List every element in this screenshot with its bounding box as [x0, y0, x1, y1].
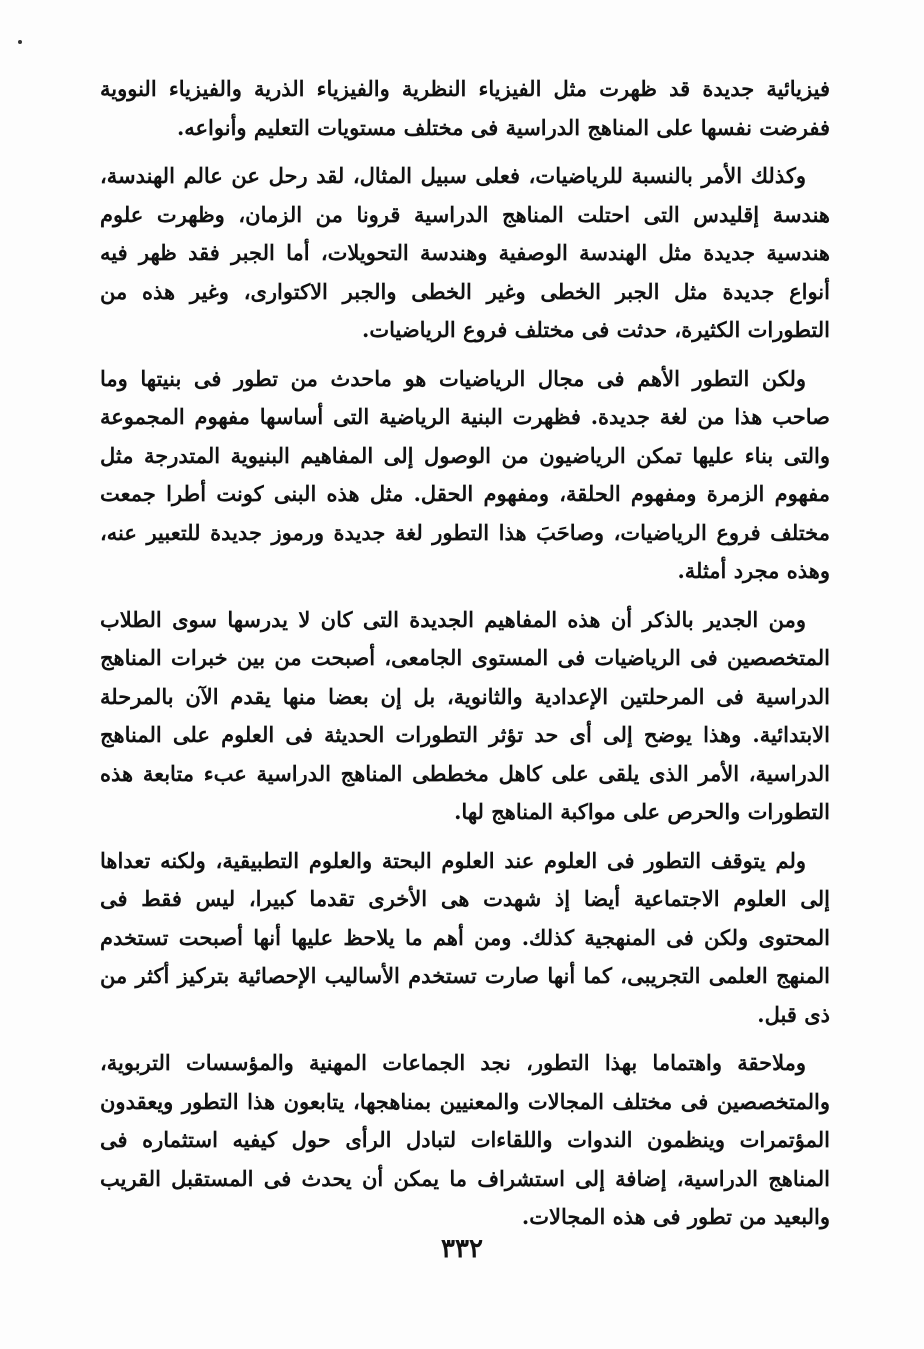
paragraph-following-development: وملاحقة واهتماما بهذا التطور، نجد الجماعات المهنية والمؤسسات التربوية، والمتخصصين فى مختلف المجالات والمعنيين بمناهجها، يتابعون هذا التطور ويعقدون المؤتمرات وينظمون الندوات واللقاءات لتبادل الرأى حول كيفيه استثماره فى المناهج الدراسية، إضافة إلى استشراف ما يمكن أن يحدث فى المستقبل القريب والبعيد من تطور فى هذه المجالات.: [100, 1050, 830, 1229]
paragraph-social-sciences: ولم يتوقف التطور فى العلوم عند العلوم البحتة والعلوم التطبيقية، ولكنه تعداها إلى العلوم الاجتماعية أيضا إذ شهدت هى الأخرى تقدما كبيرا، ليس فقط فى المحتوى ولكن فى المنهجية كذلك. ومن أهم ما يلاحظ عليها أنها أصبحت تستخدم المنهج العلمى التجريبى، كما أنها صارت تستخدم الأساليب الإحصائية بتركيز أكثر من ذى قبل.: [100, 847, 830, 1027]
scan-speck: [18, 40, 22, 44]
paragraph-new-concepts: ومن الجدير بالذكر أن هذه المفاهيم الجديدة التى كان لا يدرسها سوى الطلاب المتخصصين فى الرياضيات فى المستوى الجامعى، أصبحت من بين خبرات المناهج الدراسية فى المرحلتين الإعدادية والثانوية، بل إن بعضا منها يقدم الآن بالمرحلة الابتدائية. وهذا يوضح إلى أى حد تؤثر التطورات الحديثة فى العلوم على المناهج الدراسية، الأمر الذى يلقى على كاهل مخططى المناهج الدراسية عبء متابعة هذه التطورات والحرص على مواكبة المناهج لها.: [100, 606, 830, 824]
paragraph-mathematics: وكذلك الأمر بالنسبة للرياضيات، فعلى سبيل المثال، لقد رحل عن عالم الهندسة، هندسة إقليدس التى احتلت المناهج الدراسية قرونا من الزمان، وظهرت علوم هندسية جديدة مثل الهندسة الوصفية وهندسة التحويلات، أما الجبر فقد ظهر فيه أنواع جديدة مثل الجبر الخطى وغير الخطى والجبر الاكتوارى، وغير هذه من التطورات الكثيرة، حدثت فى مختلف فروع الرياضيات.: [100, 163, 830, 342]
page-number: ٣٣٢: [441, 1234, 483, 1264]
paragraph-structure: ولكن التطور الأهم فى مجال الرياضيات هو ماحدث من تطور فى بنيتها وما صاحب هذا من لغة جديدة. فظهرت البنية الرياضية التى أساسها مفهوم المجموعة والتى بناء عليها تمكن الرياضيون من الوصول إلى المفاهيم البنيوية المتدرجة مثل مفهوم الزمرة ومفهوم الحلقة، ومفهوم الحقل. مثل هذه البنى كونت أطرا جمعت مختلف فروع الرياضيات، وصاحَبَ هذا التطور لغة جديدة ورموز جديدة للتعبير عنه، وهذه مجرد أمثلة.: [100, 365, 830, 583]
body-text: [100, 70, 830, 1247]
paragraph-continuation: فيزيائية جديدة قد ظهرت مثل الفيزياء النظرية والفيزياء الذرية والفيزياء النووية ففرضت نفسها على المناهج الدراسية فى مختلف مستويات التعليم وأنواعه.: [100, 76, 830, 140]
